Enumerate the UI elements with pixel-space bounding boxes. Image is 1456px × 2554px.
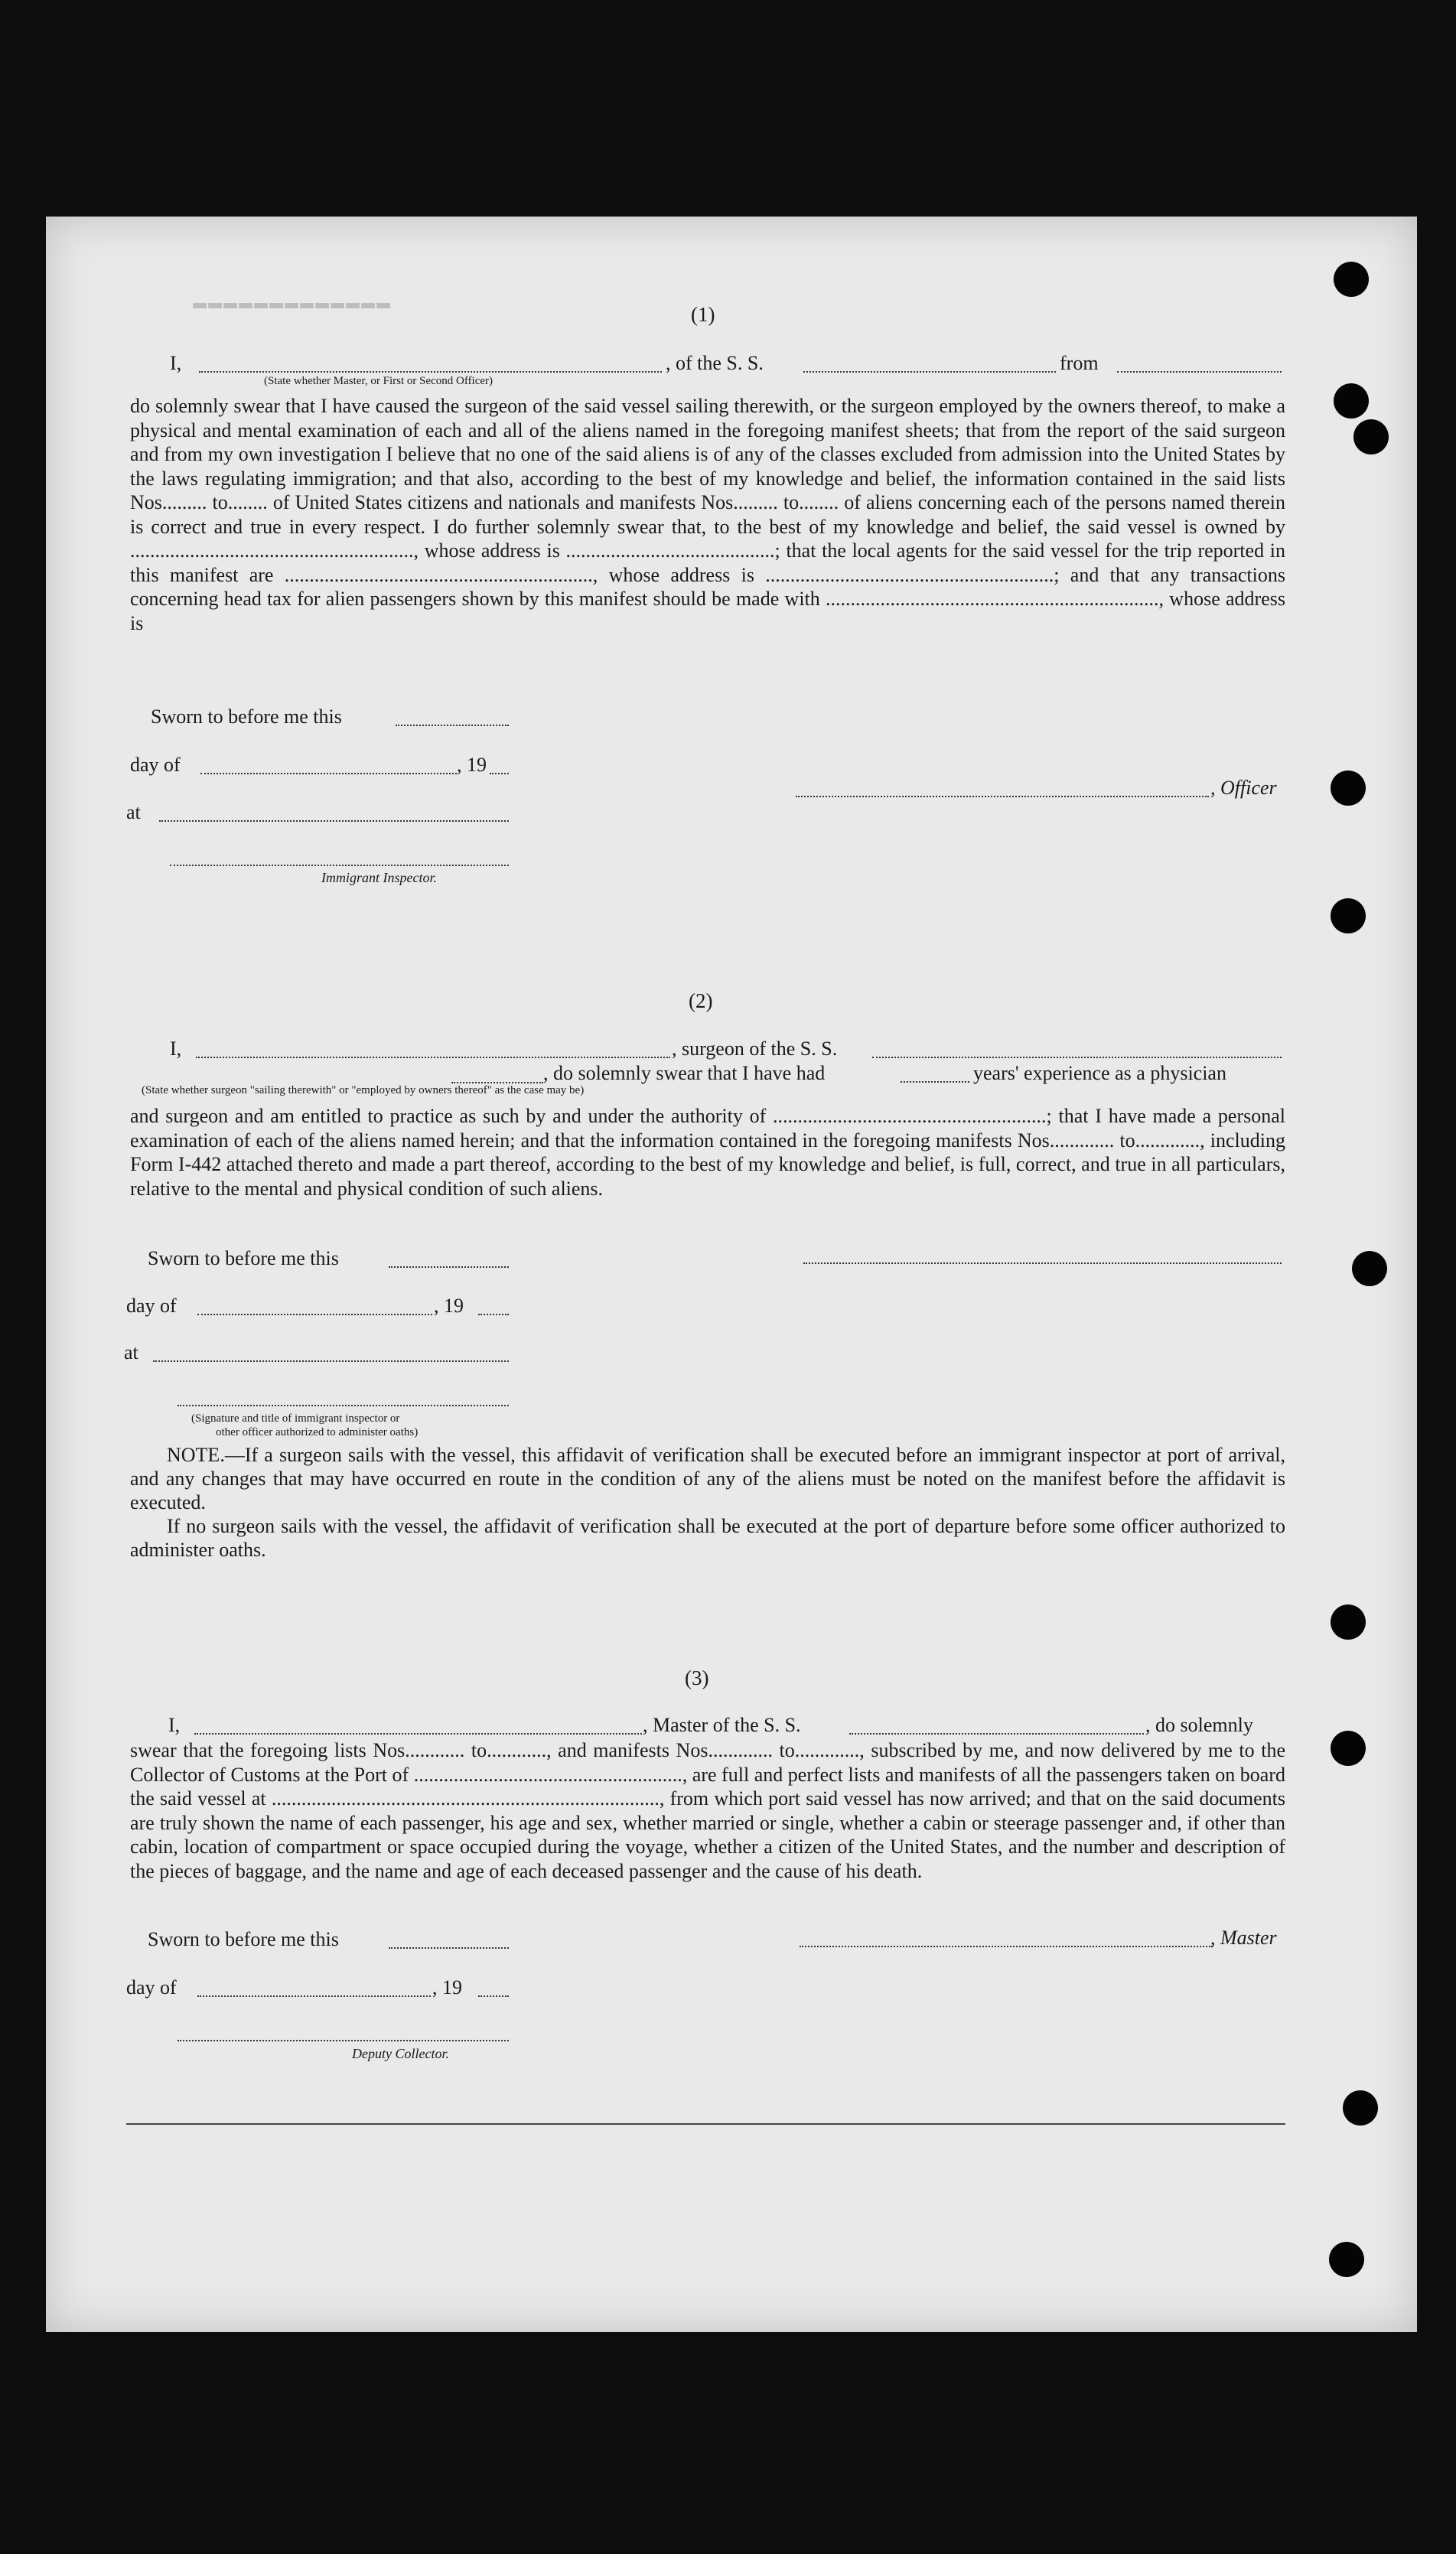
s2-year-blank (478, 1314, 509, 1315)
bottom-rule (126, 2123, 1285, 2125)
s2-name-blank (196, 1057, 670, 1058)
s1-at-blank (159, 820, 509, 822)
punch-hole (1331, 1731, 1366, 1766)
s1-name-blank (199, 371, 662, 373)
s1-from-label: from (1060, 352, 1099, 374)
s3-year-blank (478, 1995, 509, 1997)
s3-day-blank (197, 1995, 431, 1997)
section-1-number: (1) (691, 303, 715, 326)
s2-day-blank (197, 1314, 432, 1315)
punch-hole (1352, 1251, 1387, 1286)
s1-officer-label: , Officer (1210, 777, 1277, 799)
s1-year-blank (490, 773, 509, 774)
s2-experience-label: years' experience as a physician (973, 1062, 1226, 1084)
punch-hole (1331, 770, 1366, 806)
s2-sworn-blank (389, 1266, 509, 1268)
s3-sworn-label: Sworn to before me this (148, 1928, 339, 1950)
s2-year-label: , 19 (434, 1295, 464, 1317)
punch-hole (1331, 898, 1366, 933)
s3-collector-signature-line (178, 2040, 509, 2041)
s2-hint: (State whether surgeon "sailing therewith" or "employed by owners thereof" as the case may be) (142, 1084, 585, 1096)
s3-i-label: I, (168, 1714, 181, 1736)
s1-officer-signature-line (796, 796, 1209, 797)
s1-oath-text (130, 394, 1285, 635)
s2-i-label: I, (170, 1038, 182, 1060)
punch-hole (1334, 383, 1369, 419)
s1-hint: (State whether Master, or First or Second Officer) (264, 375, 493, 387)
s2-day-label: day of (126, 1295, 177, 1317)
s1-vessel-blank (803, 371, 1056, 373)
punch-hole (1334, 262, 1369, 297)
s2-signer-line1: (Signature and title of immigrant inspector or (191, 1412, 400, 1425)
s3-solemnly-label: , do solemnly (1145, 1714, 1253, 1736)
note-paragraph-surgeon: NOTE.—If a surgeon sails with the vessel, this affidavit of verification shall be executed before an immigrant inspector at port of arrival, and any changes that may have occurred en route in the condition of any of the aliens must be noted on the manifest before the affidavit is executed. (130, 1444, 1285, 1513)
s3-day-label: day of (126, 1976, 177, 1999)
s2-signer-line2: other officer authorized to administer oaths) (216, 1426, 419, 1438)
bleed-through-ghost-text: ▬▬▬▬▬▬▬▬▬▬▬▬▬ (191, 291, 391, 317)
punch-hole (1343, 2090, 1378, 2126)
s1-sworn-blank (396, 725, 509, 726)
s2-sworn-label: Sworn to before me this (148, 1247, 339, 1269)
s3-collector-title: Deputy Collector. (352, 2046, 449, 2061)
s1-sworn-label: Sworn to before me this (151, 705, 342, 728)
s1-of-ss-label: , of the S. S. (666, 352, 764, 374)
s1-i-label: I, (170, 352, 182, 374)
s2-at-label: at (124, 1341, 138, 1363)
s2-swear-label: , do solemnly swear that I have had (543, 1062, 826, 1084)
s2-vessel-blank (872, 1057, 1282, 1058)
s3-vessel-blank (849, 1733, 1144, 1735)
section-2-number: (2) (689, 989, 713, 1012)
s2-oath-text (130, 1104, 1285, 1200)
s3-name-blank (194, 1733, 642, 1735)
s2-surgeon-label: , surgeon of the S. S. (672, 1038, 838, 1060)
s1-day-label: day of (130, 754, 181, 776)
s3-year-label: , 19 (432, 1976, 462, 1999)
punch-hole (1353, 419, 1389, 454)
s1-at-label: at (126, 801, 141, 823)
s1-inspector-title: Immigrant Inspector. (321, 870, 437, 885)
s2-surgeon-signature-line (803, 1262, 1282, 1264)
s1-from-blank (1117, 371, 1282, 373)
s3-oath-paragraph: swear that the foregoing lists Nos............ to............, and manifests Nos............. to............., subscribed by me, and now delivered by me to the Collector of Customs at the Port of ......................................................, are full and perfect lists and manifests of all the passengers taken on board the said vessel at .............................................................................., from which port said vessel has now arrived; and that on the said documents are truly shown the name of each passenger, his age and sex, whether married or single, whether a cabin or steerage passenger and, if other than cabin, location of compartment or space occupied during the voyage, whether a citizen of the United States, and the number and description of the pieces of baggage, and the name and age of each deceased passenger and the cause of his death. (130, 1739, 1285, 1882)
s3-master-label: , Master (1210, 1927, 1277, 1949)
s3-master-signature-line (800, 1946, 1213, 1947)
note-block (130, 1443, 1285, 1562)
s1-day-blank (200, 773, 457, 774)
s3-master-of-label: , Master of the S. S. (643, 1714, 801, 1736)
s1-inspector-signature-line (170, 865, 509, 866)
s1-oath-paragraph: do solemnly swear that I have caused the surgeon of the said vessel sailing therewith, or the surgeon employed by the owners thereof, to make a physical and mental examination of each and all of the aliens named in the foregoing manifest sheets; that from the report of the said surgeon and from my own investigation I believe that no one of the said aliens is of any of the classes excluded from admission into the United States by the laws regulating immigration; and that also, according to the best of my knowledge and belief, the information contained in the said lists Nos......... to........ of United States citizens and nationals and manifests Nos......... to........ of aliens concerning each of the persons named therein is correct and true in every respect. I do further solemnly swear that, to the best of my knowledge and belief, the said vessel is owned by ........................................................., whose address is ..........................................; that the local agents for the said vessel for the trip reported in this manifest are .............................................................., whose address is ..........................................................; and that any transactions concerning head tax for alien passengers shown by this manifest should be made with ..................................................................., whose address is (130, 395, 1285, 634)
s3-oath-text (130, 1738, 1285, 1883)
s1-year-label: , 19 (457, 754, 487, 776)
s2-years-blank (901, 1081, 969, 1083)
s2-at-blank (153, 1360, 509, 1362)
punch-hole (1331, 1604, 1366, 1640)
s2-officer-signature-line (178, 1405, 509, 1406)
s2-oath-paragraph: and surgeon and am entitled to practice as such by and under the authority of .......................................................; that I have made a personal examination of each of the aliens named herein; and that the information contained in the foregoing manifests Nos............. to............., including Form I-442 attached thereto and made a part thereof, according to the best of my knowledge and belief, is full, correct, and true in all particulars, relative to the mental and physical condition of such aliens. (130, 1105, 1285, 1200)
section-3-number: (3) (685, 1666, 709, 1689)
s3-sworn-blank (389, 1947, 509, 1949)
punch-hole (1329, 2242, 1364, 2277)
note-paragraph-no-surgeon: If no surgeon sails with the vessel, the affidavit of verification shall be executed at the port of departure before some officer authorized to administer oaths. (130, 1515, 1285, 1561)
s2-hint-blank (451, 1082, 543, 1083)
